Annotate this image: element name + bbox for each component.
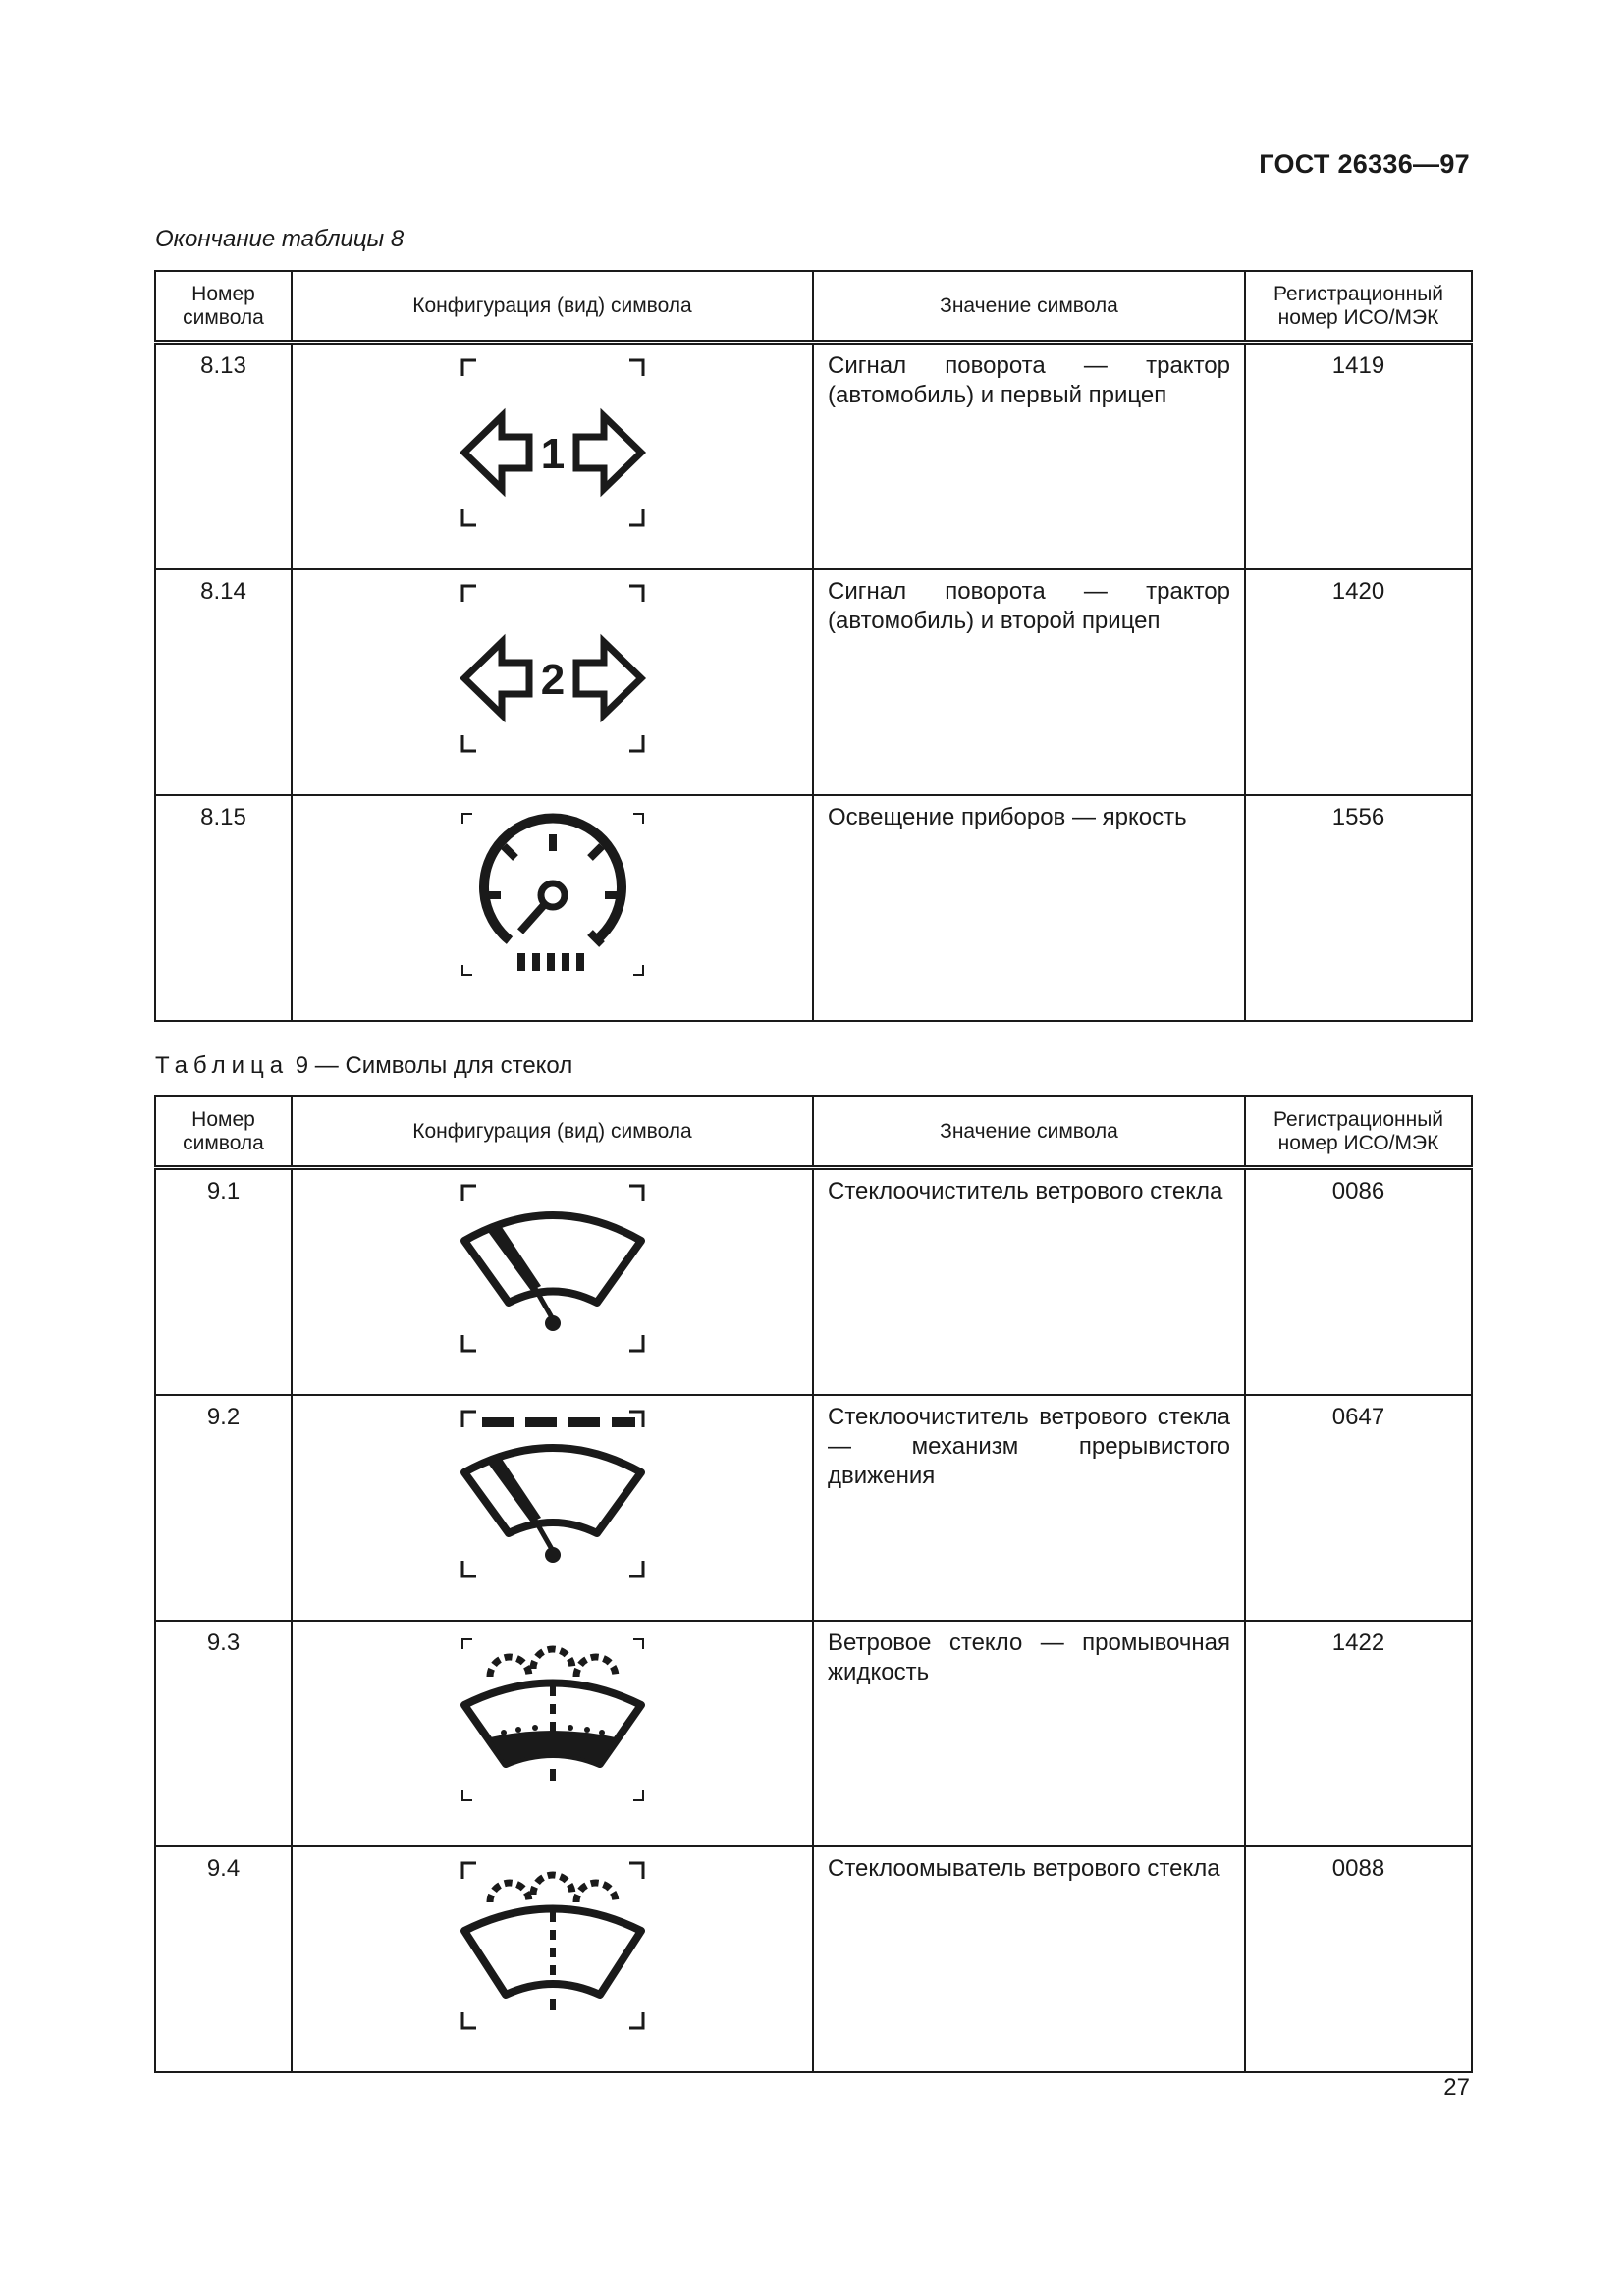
column-header-registration: Регистрационный номер ИСО/МЭК [1245, 1096, 1472, 1168]
table-row [155, 1395, 1472, 1621]
symbol-number: 9.3 [155, 1621, 292, 1846]
column-header-meaning: Значение символа [813, 271, 1245, 343]
symbol-number: 9.2 [155, 1395, 292, 1621]
instrument-illumination-brightness-icon [445, 796, 661, 992]
column-header-registration: Регистрационный номер ИСО/МЭК [1245, 271, 1472, 343]
windscreen-wiper-icon [445, 1170, 661, 1366]
registration-number: 0086 [1245, 1168, 1472, 1396]
registration-number: 1422 [1245, 1621, 1472, 1846]
symbol-meaning: Стеклоочиститель ветрового стекла — механизм прерывистого движения [813, 1395, 1245, 1621]
symbol-meaning: Освещение приборов — яркость [813, 795, 1245, 1021]
registration-number: 1420 [1245, 569, 1472, 795]
table-row [155, 1846, 1472, 2072]
table-row [155, 1168, 1472, 1396]
table-header-row [155, 1096, 1472, 1168]
column-header-configuration: Конфигурация (вид) символа [292, 271, 813, 343]
page-number: 27 [1443, 2074, 1470, 2101]
table-row [155, 795, 1472, 1021]
windscreen-washer-icon [445, 1847, 661, 2044]
registration-number: 1419 [1245, 343, 1472, 570]
symbol-configuration [292, 1395, 813, 1621]
table-row [155, 343, 1472, 570]
standard-code: ГОСТ 26336—97 [1259, 149, 1470, 179]
table-8-continuation [154, 270, 1473, 1022]
svg-text:1: 1 [540, 430, 565, 478]
column-header-number: Номер символа [155, 271, 292, 343]
turn-signal-tractor-first-trailer-icon [445, 345, 661, 541]
symbol-meaning: Стеклоочиститель ветрового стекла [813, 1168, 1245, 1396]
column-header-meaning: Значение символа [813, 1096, 1245, 1168]
table9-caption: Таблица 9 — Символы для стекол [155, 1052, 573, 1079]
symbol-meaning: Стеклоомыватель ветрового стекла [813, 1846, 1245, 2072]
table-9-glass-symbols [154, 1095, 1473, 2073]
turn-signal-tractor-second-trailer-icon [445, 570, 661, 767]
symbol-configuration [292, 795, 813, 1021]
registration-number: 0647 [1245, 1395, 1472, 1621]
symbol-number: 8.14 [155, 569, 292, 795]
svg-text:2: 2 [540, 656, 565, 704]
table-row [155, 1621, 1472, 1846]
column-header-number: Номер символа [155, 1096, 292, 1168]
symbol-configuration [292, 1846, 813, 2072]
symbol-number: 8.13 [155, 343, 292, 570]
windscreen-wiper-intermittent-icon [445, 1396, 661, 1592]
registration-number: 0088 [1245, 1846, 1472, 2072]
symbol-number: 8.15 [155, 795, 292, 1021]
symbol-configuration [292, 1168, 813, 1396]
symbol-configuration [292, 343, 813, 570]
symbol-number: 9.1 [155, 1168, 292, 1396]
symbol-meaning: Сигнал поворота — трактор (автомобиль) и второй прицеп [813, 569, 1245, 795]
symbol-configuration [292, 569, 813, 795]
table8-continuation-caption: Окончание таблицы 8 [155, 226, 405, 252]
column-header-configuration: Конфигурация (вид) символа [292, 1096, 813, 1168]
windscreen-washer-fluid-icon [445, 1622, 661, 1818]
table-header-row [155, 271, 1472, 343]
table-row [155, 569, 1472, 795]
registration-number: 1556 [1245, 795, 1472, 1021]
symbol-number: 9.4 [155, 1846, 292, 2072]
symbol-meaning: Сигнал поворота — трактор (автомобиль) и первый прицеп [813, 343, 1245, 570]
symbol-meaning: Ветровое стекло — промывочная жидкость [813, 1621, 1245, 1846]
symbol-configuration [292, 1621, 813, 1846]
